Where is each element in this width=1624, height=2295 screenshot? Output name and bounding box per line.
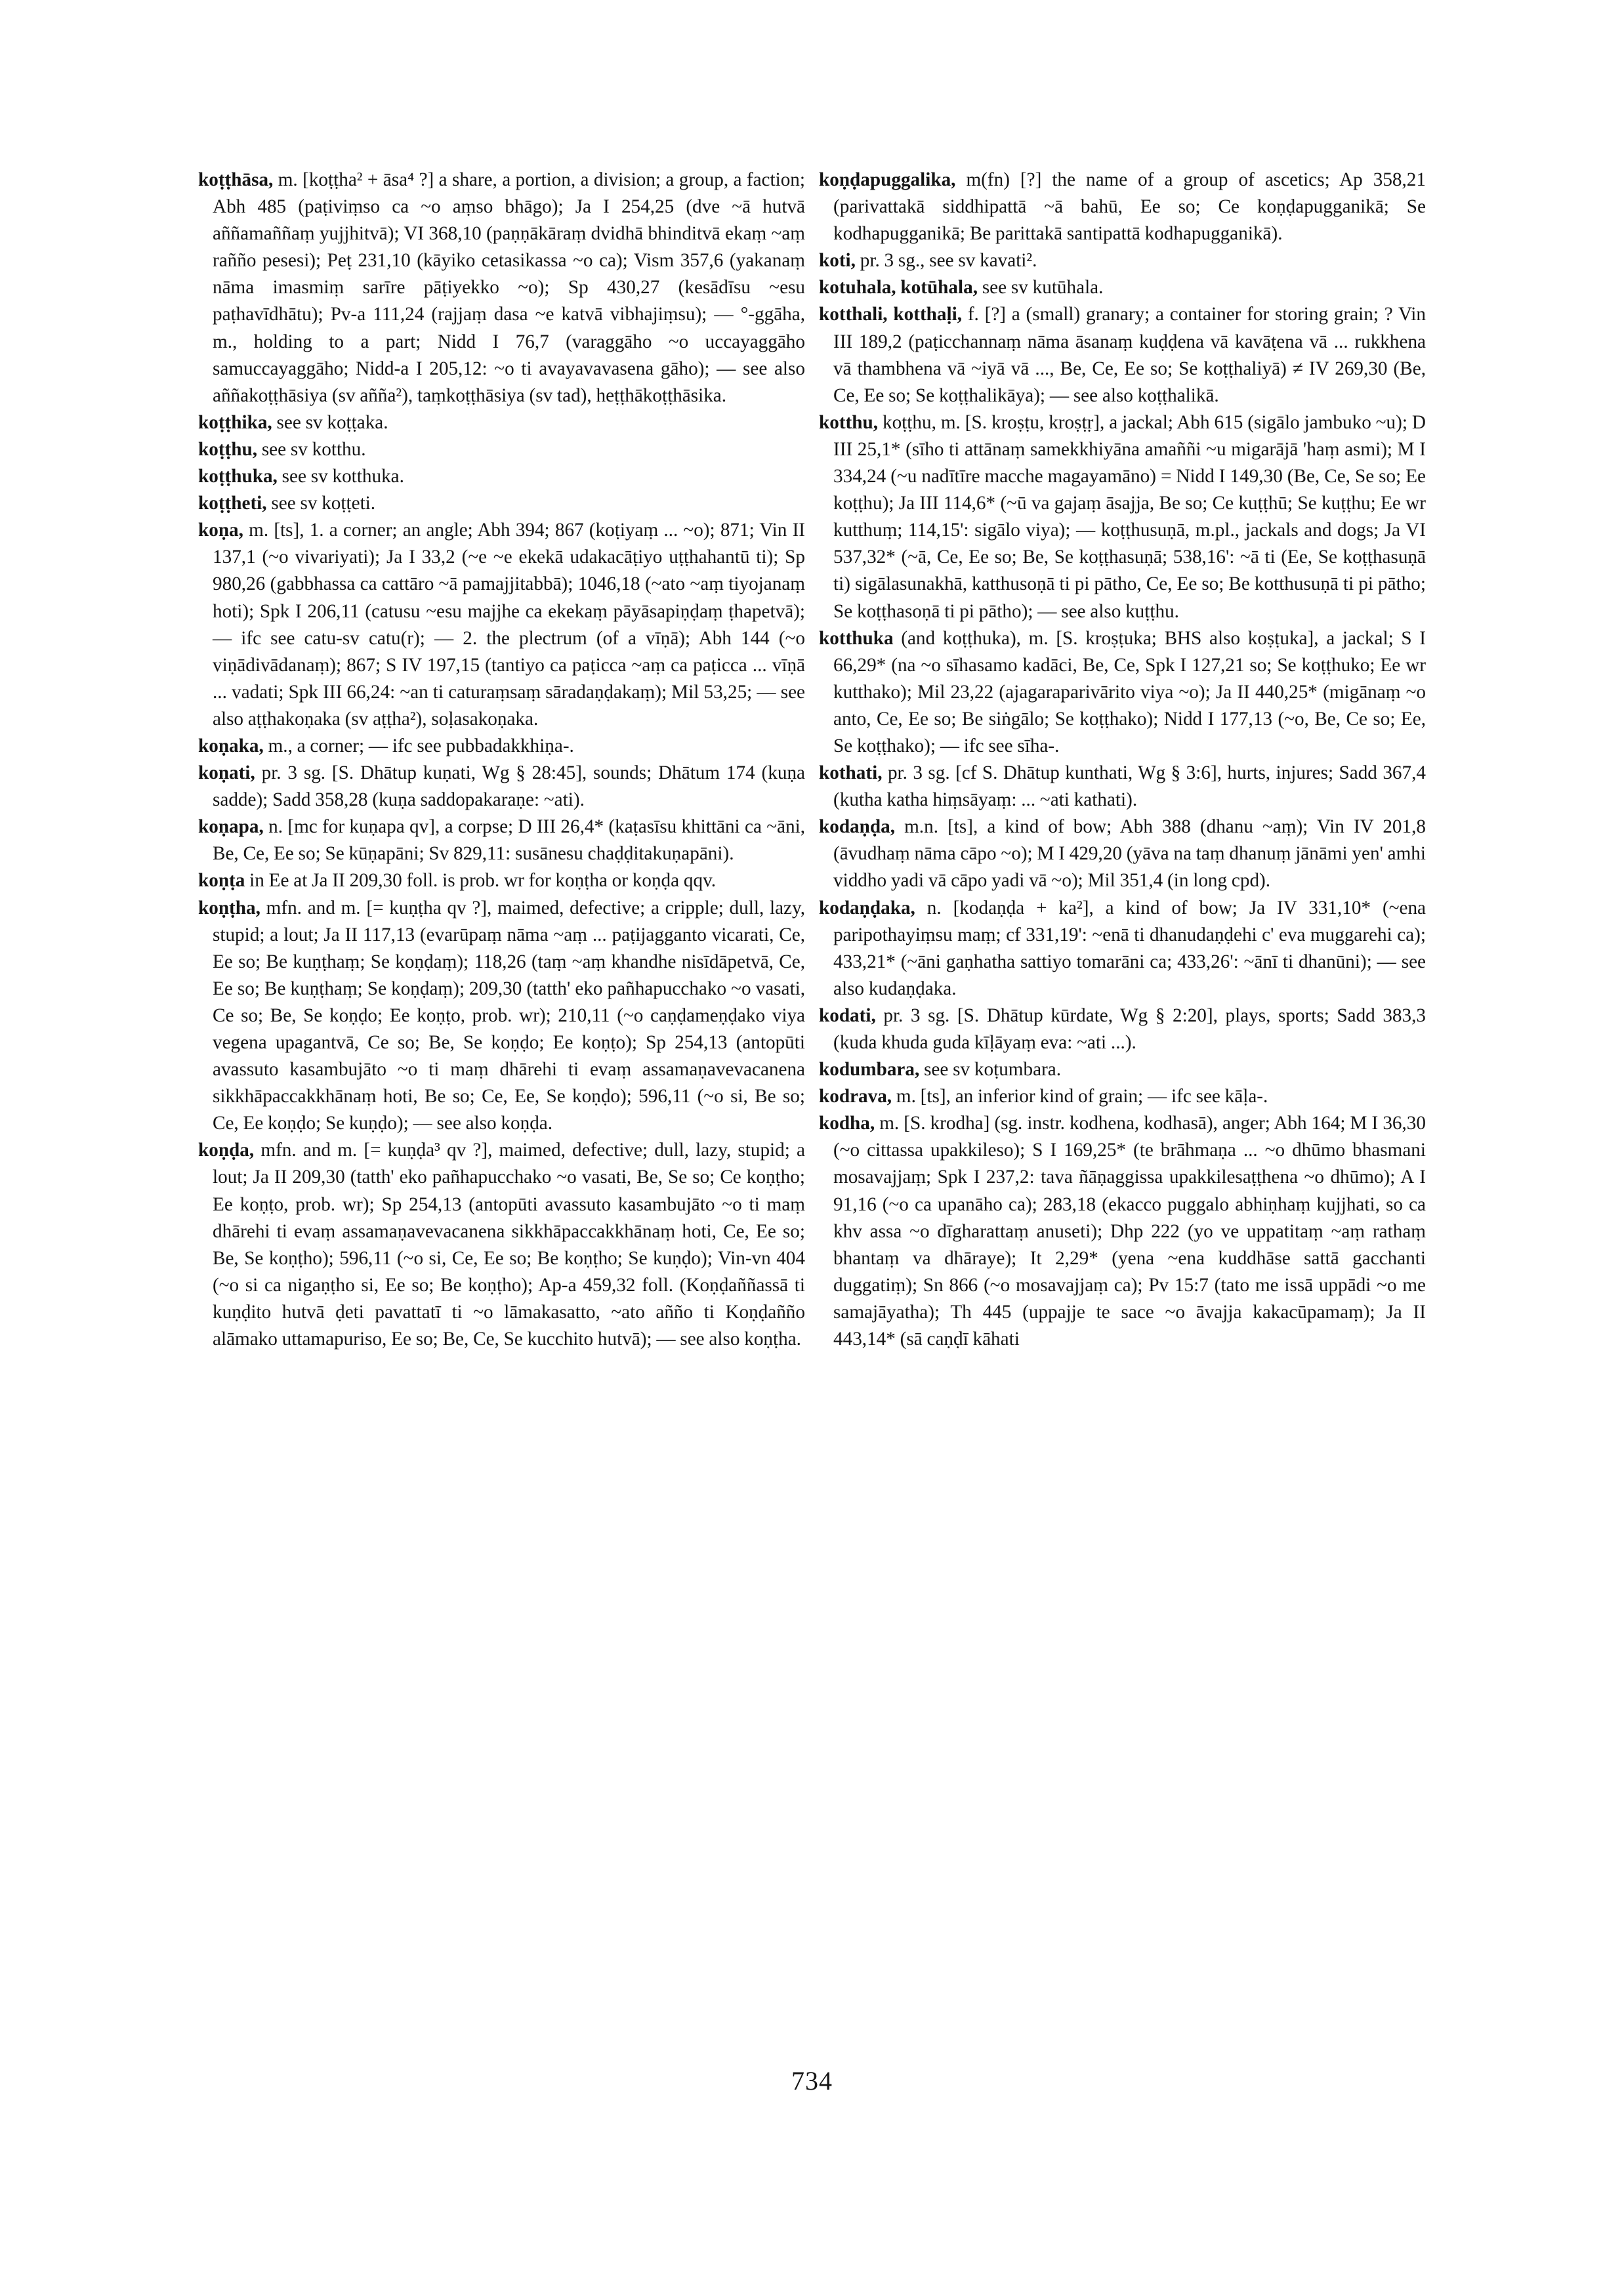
entry-body: m. [koṭṭha² + āsa⁴ ?] a share, a portion, a division; a group, a faction; Abh 485 (paṭiviṃso ca ~o aṃso bhāgo); Ja I 254,25 (dve ~ā hutvā aññamaññaṃ yujjhitvā); VI 368,10 (paṇṇākāraṃ dvidhā bhinditvā ekaṃ ~aṃ rañño pesesi); Peṭ 231,10 (kāyiko cetasikassa ~o ca); Vism 357,6 (yakanaṃ nāma imasmiṃ sarīre pāṭiyekko ~o); Sp 430,27 (kesādīsu ~esu paṭhavīdhātu); Pv-a 111,24 (rajjaṃ dasa ~e katvā vibhajiṃsu); — °-ggāha, m., holding to a part; Nidd I 76,7 (varaggāho ~o uccayaggāho samuccayaggāho; Nidd-a I 205,12: ~o ti avayavavasena gāho); — see also aññakoṭṭhāsiya (sv añña²), taṃkoṭṭhāsiya (sv tad), heṭṭhākoṭṭhāsika. (213, 169, 806, 406)
entry (198, 463, 805, 490)
entry-headword: koṭṭhāsa, (198, 169, 274, 190)
entry-body: m(fn) [?] the name of a group of ascetics; Ap 358,21 (parivattakā siddhipattā ~ā bahū, Ee so; Ce koṇḍapugganikā; Se kodhapugganikā; Be parittakā santipattā kodhapugganikā). (833, 169, 1426, 245)
entry (198, 895, 805, 1138)
entry-body: pr. 3 sg. [cf S. Dhātup kunthati, Wg § 3:6], hurts, injures; Sadd 367,4 (kutha katha hiṃsāyaṃ: ... ~ati kathati). (833, 762, 1426, 811)
entry (819, 301, 1426, 409)
entry-headword: koti, (819, 250, 856, 272)
entry (198, 1137, 805, 1353)
entry-headword: koṇṭha, (198, 897, 260, 919)
entry (198, 517, 805, 733)
entry (198, 409, 805, 436)
entry (819, 167, 1426, 247)
entry (819, 1003, 1426, 1056)
entry (819, 1083, 1426, 1110)
entry-headword: koṇḍapuggalika, (819, 169, 956, 190)
entry-headword: koṭṭhu, (198, 438, 258, 460)
entry (819, 274, 1426, 301)
entry (819, 625, 1426, 760)
entry-body: m.n. [ts], a kind of bow; Abh 388 (dhanu ~aṃ); Vin IV 201,8 (āvudhaṃ nāma cāpo ~o); M I 429,20 (yāva na taṃ dhanuṃ jānāmi yen' amhi viddho yadi vā cāpo yadi vā ~o); Mil 351,4 (in long cpd). (833, 816, 1426, 892)
entry-headword: kotthu, (819, 411, 879, 433)
entry-headword: kotuhala, kotūhala, (819, 277, 978, 299)
entry-body: n. [kodaṇḍa + ka²], a kind of bow; Ja IV 331,10* (~ena paripothayiṃsu maṃ; cf 331,19': ~enā ti dhanudaṇḍehi c' eva muggarehi ca); 433,21* (~āni gaṇhatha sattiyo tomarāni ca; 433,26': ~ānī ti dhanūni); — see also kudaṇḍaka. (833, 897, 1426, 999)
entry (819, 760, 1426, 814)
entry (819, 895, 1426, 1003)
entry (198, 436, 805, 463)
entry-headword: kodati, (819, 1004, 876, 1026)
entry-body: m. [ts], an inferior kind of grain; — ifc see kāḷa-. (896, 1086, 1268, 1107)
entry (198, 490, 805, 517)
entry-headword: kodaṇḍa, (819, 816, 896, 838)
entry-headword: kothati, (819, 762, 883, 784)
entry-body: f. [?] a (small) granary; a container for storing grain; ? Vin III 189,2 (paṭicchannaṃ nāma āsanaṃ kuḍḍena vā kavāṭena vā ... rukkhena vā thambhena vā ~iyā vā ..., Be, Ce, Ee so; Se koṭṭhaliyā) ≠ IV 269,30 (Be, Ce, Ee so; Se koṭṭhalikāya); — see also koṭṭhalikā. (833, 304, 1426, 406)
entry-headword: kodha, (819, 1113, 875, 1134)
entry-body: see sv koṭṭaka. (276, 411, 388, 433)
entry-headword: koṇati, (198, 762, 255, 784)
entry-body: pr. 3 sg. [S. Dhātup kuṇati, Wg § 28:45], sounds; Dhātum 174 (kuṇa sadde); Sadd 358,28 (kuṇa saddopakaraṇe: ~ati). (213, 762, 805, 811)
entry-body: in Ee at Ja II 209,30 foll. is prob. wr for koṇṭha or koṇḍa qqv. (249, 870, 717, 892)
entry-headword: koṇapa, (198, 816, 264, 838)
right-column (819, 167, 1426, 1353)
entry-body: m. [ts], 1. a corner; an angle; Abh 394; 867 (koṭiyaṃ ... ~o); 871; Vin II 137,1 (~o vivariyati); Ja I 33,2 (~e ~e ekekā udakacāṭiyo uṭṭhahantū ti); Sp 980,26 (gabbhassa ca cattāro ~ā pamajjitabbā); 1046,18 (~ato ~aṃ tiyojanaṃ hoti); Spk I 206,11 (catusu ~esu majjhe ca ekekaṃ pāyāsapiṇḍaṃ ṭhapetvā); — ifc see catu-sv catu(r); — 2. the plectrum (of a vīṇā); Abh 144 (~o viṇādivādanaṃ); 867; S IV 197,15 (tantiyo ca paṭicca ~aṃ ca paṭicca ... vīṇā ... vadati; Spk III 66,24: ~an ti caturaṃsaṃ sāradaṇḍakaṃ); Mil 53,25; — see also aṭṭhakoṇaka (sv aṭṭha²), soḷasakoṇaka. (213, 520, 806, 730)
entry-headword: kotthuka (819, 627, 894, 649)
entry-headword: koṭṭheti, (198, 493, 267, 514)
entry-headword: kodaṇḍaka, (819, 897, 915, 919)
entry-headword: kodrava, (819, 1086, 892, 1107)
entry-body: m. [S. krodha] (sg. instr. kodhena, kodhasā), anger; Abh 164; M I 36,30 (~o cittassa upakkileso); S I 169,25* (te brāhmaṇa ... ~o dhūmo bhasmani mosavajjaṃ; Spk I 237,2: tava ñāṇaggissa upakkilesaṭṭhena ~o dhūmo); A I 91,16 (~o ca upanāho ca); 283,18 (ekacco puggalo abhiṇhaṃ kujjhati, so ca khv assa ~o dīgharattaṃ anuseti); Dhp 222 (yo ve uppatitaṃ ~aṃ rathaṃ bhantaṃ va dhāraye); It 2,29* (yena ~ena kuddhāse sattā gacchanti duggatiṃ); Sn 866 (~o mosavajjaṃ ca); Pv 15:7 (tato me issā uppādi ~o me samajāyatha); Th 445 (uppajje te sace ~o āvajja kakacūpamaṃ); Ja II 443,14* (sā caṇḍī kāhati (833, 1113, 1426, 1350)
entry (198, 867, 805, 894)
entry-body: see sv koṭṭeti. (271, 493, 376, 514)
entry (198, 733, 805, 760)
entry-body: see sv kotthu. (261, 438, 366, 460)
entry-headword: koṭṭhika, (198, 411, 272, 433)
entry (819, 1110, 1426, 1353)
entry (198, 814, 805, 867)
entry-body: see sv kutūhala. (982, 277, 1104, 299)
entry-body: mfn. and m. [= kuṇḍa³ qv ?], maimed, defective; dull, lazy, stupid; a lout; Ja II 209,30 (tatth' eko pañhapucchako ~o vasati, Be, Se so; Ce koṇṭho; Ee koṇṭo, prob. wr); Sp 254,13 (antopūti avassuto kasambujāto ~o ti maṃ dhārehi ti evaṃ assamaṇavevacanena sikkhāpaccakkhānaṃ hoti, Ce, Ee so; Be, Se koṇṭho); 596,11 (~o si, Ce, Ee so; Be koṇṭho; Se kuṇḍo); Vin-vn 404 (~o si ca nigaṇṭho si, Ee so; Be koṇṭho); Ap-a 459,32 foll. (Koṇḍaññassā ti kuṇḍito hutvā ḍeti pavattatī ti ~o lāmakasatto, ~ato añño ti Koṇḍañño alāmako uttamapuriso, Ee so; Be, Ce, Se kucchito hutvā); — see also koṇṭha. (213, 1140, 805, 1350)
entry-headword: koṇaka, (198, 735, 264, 756)
entry-body: pr. 3 sg. [S. Dhātup kūrdate, Wg § 2:20], plays, sports; Sadd 383,3 (kuda khuda guda kīḷāyaṃ eva: ~ati ...). (833, 1004, 1426, 1053)
entry-headword: kotthali, kotthaḷi, (819, 304, 963, 325)
entry (819, 409, 1426, 625)
entry-body: see sv koṭumbara. (924, 1059, 1062, 1081)
entry-headword: koṇṭa (198, 870, 245, 892)
entry-body: m., a corner; — ifc see pubbadakkhiṇa-. (268, 735, 574, 756)
page-number: 734 (791, 2066, 833, 2096)
entry-body: n. [mc for kuṇapa qv], a corpse; D III 26,4* (kaṭasīsu khittāni ca ~āni, Be, Ce, Ee so; Se kūṇapāni; Sv 829,11: susānesu chaḍḍitakuṇapāni). (213, 816, 805, 865)
entry (819, 1056, 1426, 1083)
entry (819, 814, 1426, 894)
entry (819, 247, 1426, 274)
entry-body: (and koṭṭhuka), m. [S. kroṣṭuka; BHS also koṣṭuka], a jackal; S I 66,29* (na ~o sīhasamo kadāci, Be, Ce, Spk I 127,21 so; Se koṭṭhuko; Ee wr kutthako); Mil 23,22 (ajagaraparivārito viya ~o); Ja II 440,25* (migānaṃ ~o anto, Ce, Ee so; Be siṅgālo; Se koṭṭhako); Nidd I 177,13 (~o, Be, Ce so; Ee, Se koṭṭhako); — ifc see sīha-. (833, 627, 1426, 756)
entry-body: see sv kotthuka. (281, 466, 404, 487)
entry-headword: kodumbara, (819, 1059, 920, 1081)
entry-headword: koṇḍa, (198, 1140, 255, 1161)
entry-body: pr. 3 sg., see sv kavati². (860, 250, 1037, 272)
entry-body: mfn. and m. [= kuṇṭha qv ?], maimed, defective; a cripple; dull, lazy, stupid; a lout; Ja II 117,13 (evarūpaṃ nāma ~aṃ ... paṭijagganto vicarati, Ce, Ee so; Be kuṇṭhaṃ; Se koṇḍaṃ); 118,26 (taṃ ~aṃ khandhe nisīdāpetvā, Ce, Ee so; Be kuṇṭhaṃ; Se koṇḍaṃ); 209,30 (tatth' eko pañhapucchako ~o vasati, Ce so; Be, Se koṇḍo; Ee koṇṭo, prob. wr); 210,11 (~o caṇḍameṇḍako viya vegena upagantvā, Ce so; Be, Se koṇḍo; Ee koṇṭo); Sp 254,13 (antopūti avassuto kasambujāto ~o ti maṃ dhārehi ti evaṃ assamaṇavevacanena sikkhāpaccakkhānaṃ hoti, Be so; Ce, Ee, Se koṇḍo); 596,11 (~o si, Be so; Ce, Ee koṇḍo; Se kuṇḍo); — see also koṇḍa. (213, 897, 806, 1134)
entry-headword: koṭṭhuka, (198, 466, 278, 487)
entry-headword: koṇa, (198, 520, 243, 541)
entry-body: koṭṭhu, m. [S. kroṣṭu, kroṣṭṛ], a jackal; Abh 615 (sigālo jambuko ~u); D III 25,1* (sīho ti attānaṃ samekkhiyāna amaññi ~u migarājā 'haṃ asmi); M I 334,24 (~u nadītīre macche magayamāno) = Nidd I 149,30 (Be, Ce, Se so; Ee koṭṭhu); Ja III 114,6* (~ū va gajaṃ āsajja, Be so; Ce kuṭṭhū; Se kuṭṭhu; Ee wr kutthuṃ; 114,15': sigālo viya); — koṭṭhusuṇā, m.pl., jackals and dogs; Ja VI 537,32* (~ā, Ce, Ee so; Be, Se koṭṭhasuṇā; 538,16': ~ā ti (Ee, Se koṭṭhasuṇā ti) sigālasunakhā, katthusoṇā ti pi pātho, Ce, Ee so; Be kotthusuṇā ti pi pātho; Se koṭṭhasoṇā ti pi pātho); — see also kuṭṭhu. (833, 411, 1426, 622)
entry (198, 760, 805, 814)
entry (198, 167, 805, 409)
left-column (198, 167, 805, 1353)
